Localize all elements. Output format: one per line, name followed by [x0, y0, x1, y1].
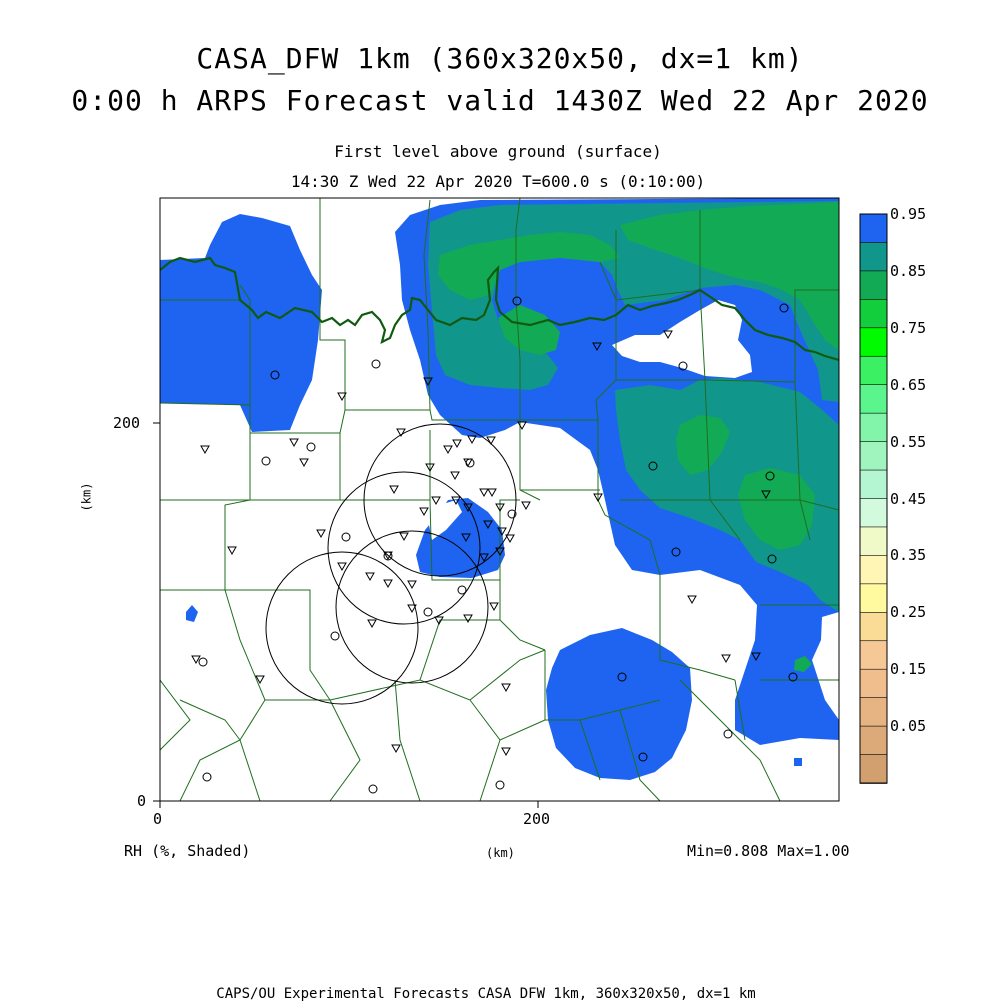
- colorbar-box: [860, 328, 887, 357]
- footer-credit: CAPS/OU Experimental Forecasts CASA DFW 1km, 360x320x50, dx=1 km: [216, 986, 756, 1002]
- colorbar-box: [860, 413, 887, 442]
- colorbar-box: [860, 299, 887, 328]
- colorbar-box: [860, 385, 887, 414]
- colorbar-label: 0.15: [890, 660, 927, 679]
- colorbar-box: [860, 499, 887, 528]
- y-tick-200: 200: [113, 414, 141, 432]
- colorbar-label: 0.05: [890, 717, 927, 736]
- title-line-2: 0:00 h ARPS Forecast valid 1430Z Wed 22 Apr 2020: [71, 84, 929, 117]
- colorbar-box: [860, 612, 887, 641]
- colorbar: [860, 214, 887, 784]
- colorbar-label: 0.95: [890, 205, 927, 223]
- colorbar-label: 0.25: [890, 603, 927, 622]
- colorbar-box: [860, 527, 887, 556]
- colorbar-box: [860, 726, 887, 755]
- subtitle-level: First level above ground (surface): [334, 142, 662, 161]
- field-label: RH (%, Shaded): [124, 842, 251, 860]
- colorbar-box: [860, 584, 887, 613]
- colorbar-label: 0.55: [890, 432, 927, 451]
- x-tick-200: 200: [523, 810, 551, 828]
- colorbar-label: 0.45: [890, 489, 927, 508]
- colorbar-label: 0.75: [890, 318, 927, 337]
- x-axis-label: (km): [486, 846, 515, 860]
- colorbar-box: [860, 641, 887, 670]
- y-axis-label: (km): [79, 482, 94, 512]
- colorbar-box: [860, 698, 887, 727]
- colorbar-box: [860, 242, 887, 271]
- colorbar-box: [860, 271, 887, 300]
- colorbar-box: [860, 470, 887, 499]
- colorbar-box: [860, 442, 887, 471]
- x-tick-0: 0: [153, 810, 163, 828]
- colorbar-box: [860, 356, 887, 385]
- y-tick-0: 0: [137, 792, 147, 810]
- min-max-label: Min=0.808 Max=1.00: [687, 842, 850, 860]
- subtitle-time: 14:30 Z Wed 22 Apr 2020 T=600.0 s (0:10:00): [290, 172, 706, 191]
- colorbar-box: [860, 755, 887, 784]
- colorbar-label: 0.65: [890, 375, 927, 394]
- colorbar-box: [860, 555, 887, 584]
- colorbar-box: [860, 214, 887, 243]
- colorbar-label: 0.35: [890, 546, 927, 565]
- title-line-1: CASA_DFW 1km (360x320x50, dx=1 km): [196, 42, 804, 75]
- colorbar-box: [860, 669, 887, 698]
- colorbar-label: 0.85: [890, 261, 927, 280]
